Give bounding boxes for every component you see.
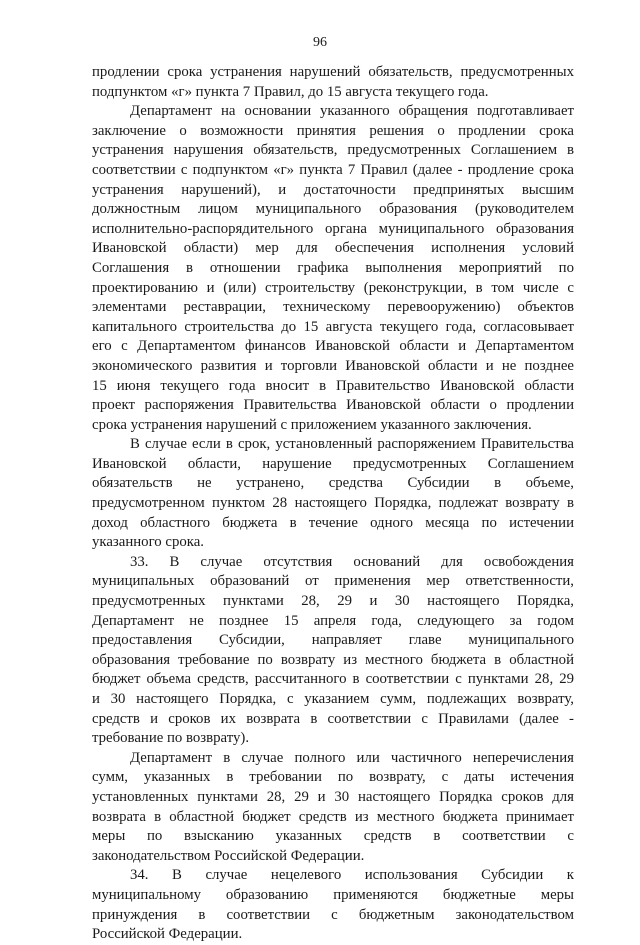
page-number: 96 [313, 35, 327, 50]
paragraph-1 [92, 63, 574, 102]
text-line: образования требование по возврату из местного бюджета в областной [92, 651, 574, 668]
text-line: экономического развития и торговли Ивановской области и не позднее [92, 357, 574, 374]
document-body [92, 63, 574, 945]
text-line: его с Департаментом финансов Ивановской области и Департаментом [92, 338, 574, 355]
text-line: Департамент на основании указанного обращения подготавливает [130, 103, 574, 120]
text-line: установленных пунктами 28, 29 и 30 настоящего Порядка сроков для [92, 788, 574, 805]
text-line: муниципальных образований от применения мер ответственности, [92, 573, 574, 590]
text-line: 15 июня текущего года вносит в Правительство Ивановской области [92, 377, 574, 394]
text-line: устранения нарушений), и достаточности предпринятых высшим [92, 181, 574, 198]
text-line: проект распоряжения Правительства Ивановской области о продлении [92, 397, 574, 414]
text-line: 33. В случае отсутствия оснований для освобождения [130, 553, 574, 570]
text-line: капитального строительства до 15 августа текущего года, согласовывает [92, 318, 574, 335]
text-line: элементами реставрации, техническому перевооружению) объектов [92, 299, 574, 316]
paragraph-5 [92, 749, 574, 867]
text-line: соответствии с подпунктом «г» пункта 7 Правил (далее - продление срока [92, 161, 574, 178]
text-line: предусмотренном пунктом 28 настоящего Порядка, подлежат возврату в [92, 495, 574, 512]
text-line: бюджет объема средств, рассчитанного в соответствии с пунктами 28, 29 [92, 671, 574, 688]
text-line: законодательством Российской Федерации. [92, 847, 365, 864]
text-line: Российской Федерации. [92, 926, 243, 943]
text-line: меры по взысканию указанных средств в соответствии с [92, 828, 574, 845]
text-line: устранения нарушения обязательств, предусмотренных Соглашением в [92, 142, 574, 159]
text-line: Ивановской области) мер для обеспечения исполнения условий [92, 240, 574, 257]
text-line: продлении срока устранения нарушений обязательств, предусмотренных [92, 64, 574, 80]
text-line: Ивановской области, нарушение предусмотренных Соглашением [92, 455, 574, 472]
text-line: исполнительно-распорядительного органа муниципального образования [92, 220, 574, 237]
text-line: средств и сроков их возврата в соответствии с Правилами (далее - [92, 710, 574, 727]
text-line: указанного срока. [92, 534, 204, 551]
text-line: возврата в областной бюджет средств из местного бюджета принимает [92, 808, 574, 825]
text-line: требование по возврату). [92, 730, 250, 747]
paragraph-2 [92, 102, 574, 435]
text-line: В случае если в срок, установленный распоряжением Правительства [130, 436, 574, 453]
text-line: муниципальному образованию применяются бюджетные меры [92, 886, 574, 903]
text-line: Соглашения в отношении графика выполнения мероприятий по [92, 259, 574, 276]
text-line: Департамент не позднее 15 апреля года, следующего за годом [92, 612, 574, 629]
text-line: 34. В случае нецелевого использования Субсидии к [130, 867, 574, 884]
paragraph-6 [92, 866, 574, 944]
text-line: подпунктом «г» пункта 7 Правил, до 15 августа текущего года. [92, 83, 489, 100]
text-line: срока устранения нарушений с приложением указанного заключения. [92, 416, 532, 433]
text-line: принуждения в соответствии с бюджетным законодательством [92, 906, 574, 923]
text-line: проектированию и (или) строительству (реконструкции, в том числе с [92, 279, 574, 296]
text-line: доход областного бюджета в течение одного месяца по истечении [92, 514, 574, 531]
paragraph-3 [92, 435, 574, 553]
text-line: предоставления Субсидии, направляет главе муниципального [92, 632, 574, 649]
paragraph-4 [92, 553, 574, 749]
text-line: и 30 настоящего Порядка, с указанием сумм, подлежащих возврату, [92, 691, 574, 707]
text-line: сумм, указанных в требовании по возврату, с даты истечения [92, 769, 574, 786]
text-line: должностным лицом муниципального образования (руководителем [92, 201, 574, 218]
text-line: Департамент в случае полного или частичного неперечисления [130, 749, 574, 766]
text-line: предусмотренных пунктами 28, 29 и 30 настоящего Порядка, [92, 593, 574, 610]
text-line: обязательств не устранено, средства Субсидии в объеме, [92, 475, 574, 492]
text-line: заключение о возможности принятия решения о продлении срока [92, 122, 574, 139]
